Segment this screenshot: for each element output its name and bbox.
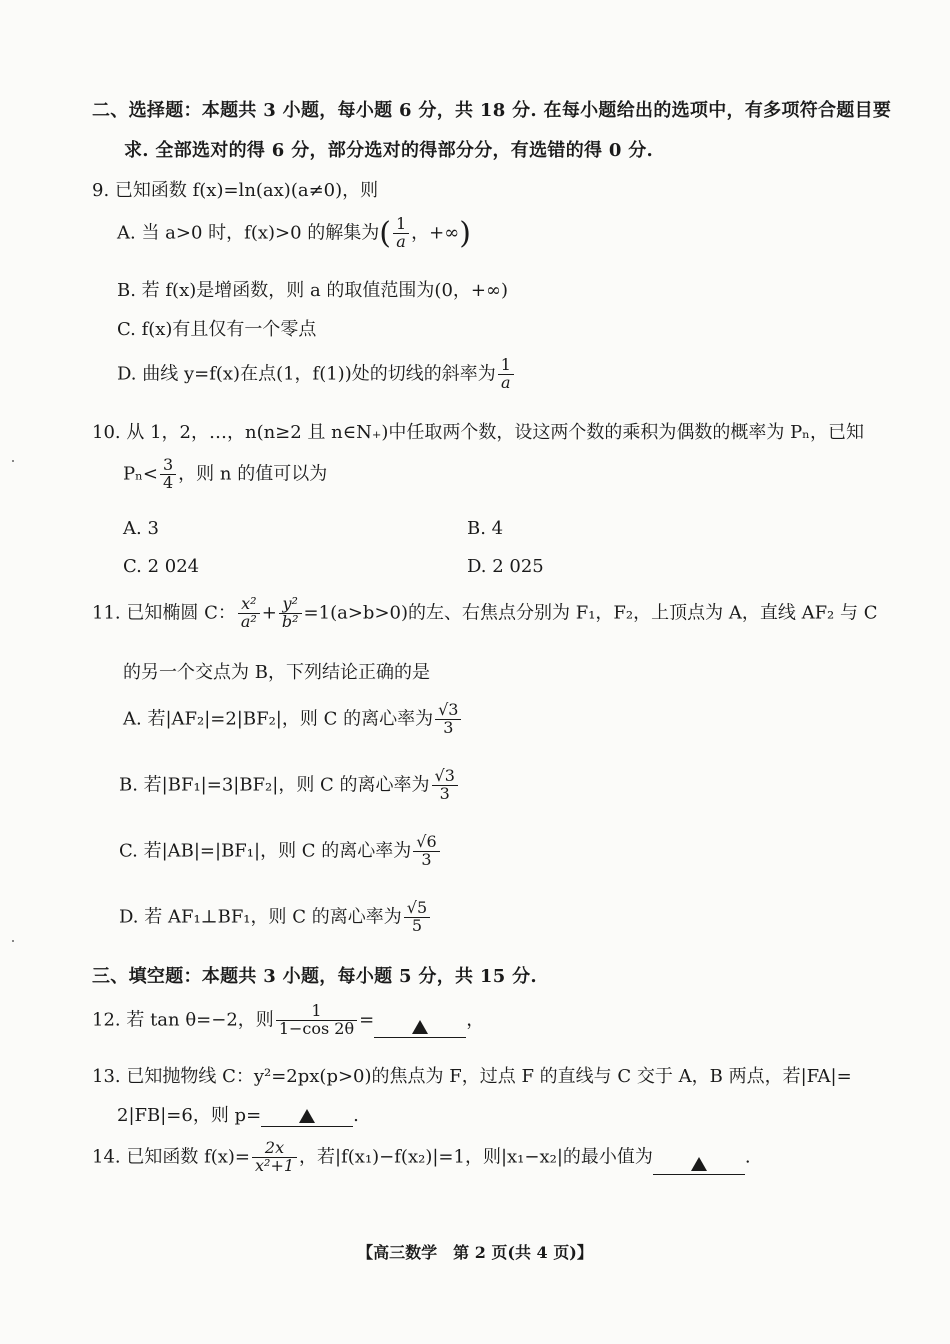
triangle-icon <box>299 1109 315 1123</box>
section2-title-line1: 二、选择题：本题共 3 小题，每小题 6 分，共 18 分. 在每小题给出的选项中，有多项符合题目要 <box>92 100 892 121</box>
q9-option-a: A. 当 a>0 时，f(x)>0 的解集为( $\frac{1}{a}$ ，+∞) <box>117 214 471 251</box>
q14-fraction: $\frac{2x}{\text{x²+1}}$ <box>252 1140 297 1175</box>
q9-option-b: B. 若 f(x)是增函数，则 a 的取值范围为(0，+∞) <box>117 280 508 301</box>
q11-a-fraction: $\frac{√3}{3}$ <box>435 702 461 737</box>
page-footer: 【高三数学 第 2 页(共 4 页)】 <box>357 1243 593 1262</box>
q14-answer-blank[interactable] <box>653 1154 745 1175</box>
q13-line2: 2|FB|=6，则 p= . <box>117 1105 359 1126</box>
q13-line1: 13. 已知抛物线 C：y²=2px(p>0)的焦点为 F，过点 F 的直线与 C 交于 A，B 两点，若|FA|= <box>92 1066 852 1087</box>
q11-option-a: A. 若|AF₂|=2|BF₂|，则 C 的离心率为 $\frac{√3}{3}$ <box>123 702 463 737</box>
scan-mark <box>12 460 14 462</box>
q10-stem: 10. 从 1，2，…，n(n≥2 且 n∈N₊)中任取两个数，设这两个数的乘积为偶数的概率为 Pₙ，已知 <box>92 422 864 443</box>
q11-c-fraction: $\frac{√6}{3}$ <box>413 834 439 869</box>
q10-option-c: C. 2 024 <box>123 556 200 577</box>
triangle-icon <box>691 1157 707 1171</box>
q11-stem: 11. 已知椭圆 C： $\frac{\text{x²}}{\text{a²}}$ + $\frac{\text{y²}}{\text{b²}}$ =1(a>b>0)的左、右焦点分别为 F₁，F₂，上顶点为 A，直线 AF₂ 与 C <box>92 594 878 631</box>
q10-option-a: A. 3 <box>123 518 159 539</box>
q11-option-d: D. 若 AF₁⊥BF₁，则 C 的离心率为 $\frac{√5}{5}$ <box>119 900 432 935</box>
q12-fraction: $\frac{1}{1-\cos 2\theta}$ <box>276 1003 357 1038</box>
q10-option-b: B. 4 <box>467 518 504 539</box>
q9-a-text: A. 当 a>0 时，f(x)>0 的解集为 <box>117 222 380 244</box>
q11-b-fraction: $\frac{√3}{3}$ <box>432 768 458 803</box>
q14: 14. 已知函数 f(x)= $\frac{2x}{\text{x²+1}}$ ，若|f(x₁)−f(x₂)|=1，则|x₁−x₂|的最小值为 . <box>92 1138 751 1175</box>
q12: 12. 若 tan θ=−2，则 $\frac{1}{1-\cos 2\theta}$ = ， <box>92 1001 485 1038</box>
q12-answer-blank[interactable] <box>374 1017 466 1038</box>
q10-fraction: $\frac{3}{4}$ <box>160 457 176 492</box>
q11-y-fraction: $\frac{\text{y²}}{\text{b²}}$ <box>279 596 302 631</box>
scan-mark <box>12 940 14 942</box>
q11-x-fraction: $\frac{\text{x²}}{\text{a²}}$ <box>238 596 260 631</box>
q13-answer-blank[interactable] <box>261 1106 353 1127</box>
q9-a-fraction: $\frac{1}{a}$ <box>393 216 409 251</box>
section3-title: 三、填空题：本题共 3 小题，每小题 5 分，共 15 分. <box>92 966 537 987</box>
q9-stem: 9. 已知函数 f(x)=ln(ax)(a≠0)，则 <box>92 180 379 201</box>
section2-title-line2: 求. 全部选对的得 6 分，部分选对的得部分分，有选错的得 0 分. <box>124 140 654 161</box>
q9-option-c: C. f(x)有且仅有一个零点 <box>117 319 317 340</box>
q10-condition: Pₙ< $\frac{3}{4}$ ，则 n 的值可以为 <box>123 455 328 492</box>
triangle-icon <box>412 1020 428 1034</box>
q11-d-fraction: $\frac{√5}{5}$ <box>404 900 430 935</box>
q9-d-fraction: $\frac{1}{a}$ <box>498 357 514 392</box>
q11-option-c: C. 若|AB|=|BF₁|，则 C 的离心率为 $\frac{√6}{3}$ <box>119 834 442 869</box>
q9-option-d: D. 曲线 y=f(x)在点(1，f(1))处的切线的斜率为 $\frac{1}{a}$ <box>117 357 516 392</box>
q10-option-d: D. 2 025 <box>467 556 544 577</box>
q11-stem-line2: 的另一个交点为 B，下列结论正确的是 <box>123 662 430 683</box>
q11-option-b: B. 若|BF₁|=3|BF₂|，则 C 的离心率为 $\frac{√3}{3}$ <box>119 768 460 803</box>
